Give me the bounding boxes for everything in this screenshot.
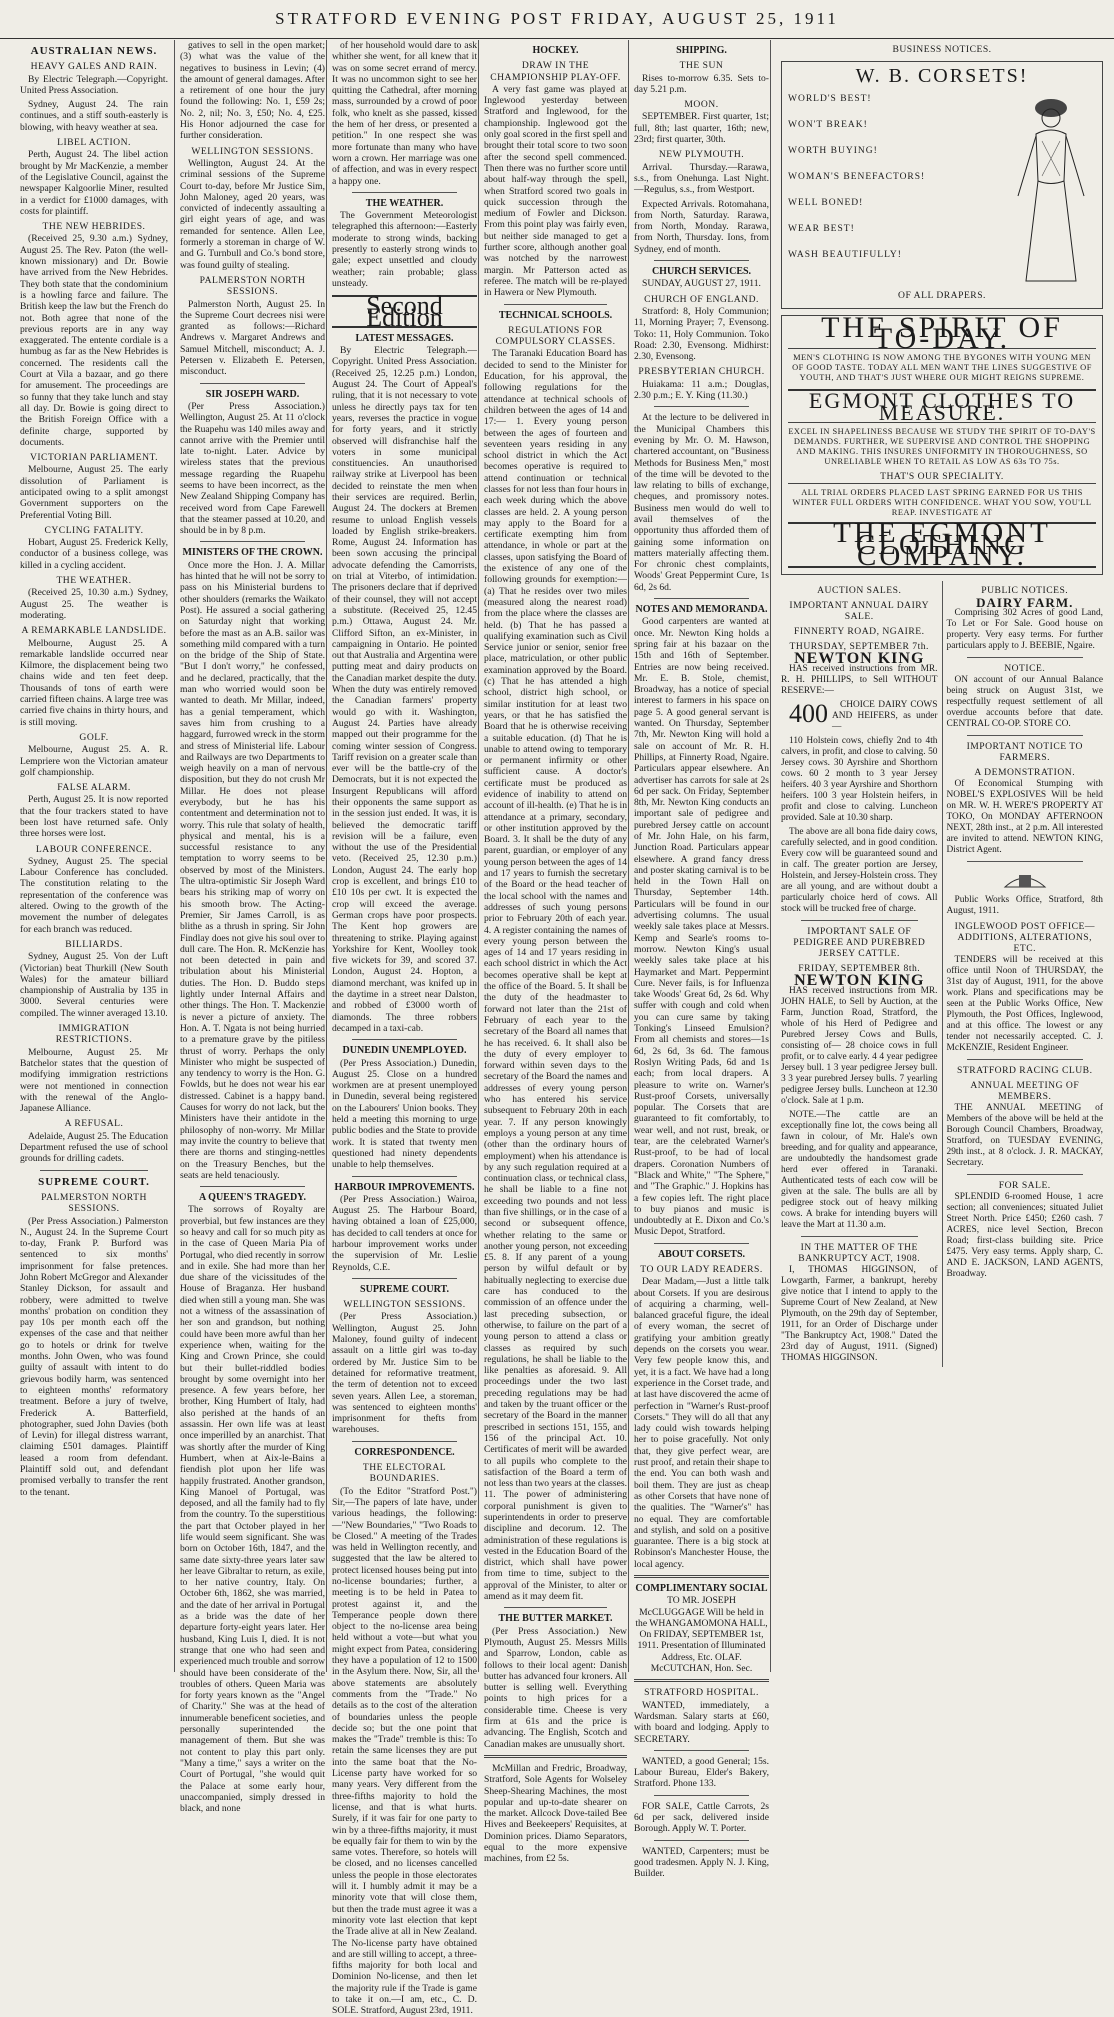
divider bbox=[967, 657, 1084, 658]
article-text: Expected Arrivals. Rotomahana, from North, Saturday. Rarawa, from North, Monday. Rarawa, from North, Thursday. Ions, from Sydney, end of month. bbox=[634, 198, 769, 255]
divider bbox=[654, 1243, 749, 1244]
notice-heading: IMPORTANT NOTICE TO FARMERS. bbox=[966, 741, 1083, 764]
article-text: (Per Press Association.) Palmerston N., August 24. In the Supreme Court to-day, Frank P. Burford was sentenced to six months' imprisonment for false pretences. John Robert McGregor and Alexander Stanley Dickson, for assault and robbery, were admitted to twelve months' probation on condition they pay 10s per month each off the expenses of the case and that neither go to hotels or drink for twelve months. John Owen, who was found guilty of assault with intent to do grievous bodily harm, was sentenced to eighteen months' reformatory treatment. Before a jury of twelve, Frederick A. Batterfield, photographer, sued John Davies (both of Levin) for illegal distress warrant, claiming £501 damages. Plaintiff leased a room from defendant. Plaintiff sold out, and defendant promised verbally to transfer the rent to the tenant. bbox=[20, 1215, 168, 1498]
divider bbox=[654, 1750, 749, 1751]
article-text: Melbourne, August 25. Mr Batchelor states that the question of modifying immigration restrictions were not mentioned in connection with the renewal of the Anglo-Japanese Alliance. bbox=[20, 1046, 168, 1115]
article-text: Sydney, August 25. Von der Luft (Victorian) beat Thurkill (New South Wales) for the amateur billiard championship of Australia by 135 in 3000. Several centuries were compiled. The winner averaged 13.10. bbox=[20, 951, 168, 1019]
advertisement-text: WANTED, a good General; 15s. Labour Bureau, Elder's Bakery, Stratford. Phone 133. bbox=[634, 1755, 769, 1790]
notice-heading: IMPORTANT ANNUAL DAIRY SALE. bbox=[789, 600, 930, 623]
public-notices-column bbox=[942, 581, 1108, 1367]
slogan: WEAR BEST! bbox=[788, 223, 855, 234]
article-text: The Taranaki Education Board has decided to send to the Minister for Education, for his approval, the following regulations for the attendance at technical schools of children between the ages of 14 and 17:— 1. Every young person between the ages of fourteen and seventeen years residing in any school district in which the Act becomes operative is required to attend continuation or technical classes for not less than four hours in each week during which the above classes are held. 2. A young person may apply to the Board for a certificate exempting him from attendance, in whole or part at the classes, upon satisfying the Board of the existence of any one of the following grounds for exemption:— (a) That he resides over two miles (measured along the nearest road) from the place where the classes are held. (b) That he has passed a qualifying examination such as Civil Service junior or senior, senior free place, matriculation, or other public examination approved by the Board. (c) That he has attended a high school, district high school, or similar institution for at least two years, or that he has satisfied the Board that he is otherwise receiving a suitable education. (d) That he is unable to attend owing to temporary or permanent infirmity or other sufficient cause. A doctor's certificate must be produced as evidence of inability to attend on account of ill-health. (e) That he is in attendance at a primary, secondary, or other institution approved by the Board. 3. It shall be the duty of any parent, guardian, or employer of any young person between the ages of 14 and 17 years to furnish the secretary of the Board or the head teacher of the local school with the names and addresses of such young persons prior to February 20th of each year. 4. A register containing the names of every young person between the ages of 14 and 17 years residing in each school district in which the Act becomes operative shall be kept at the office of the Board. 5. It shall be the duty of the headmaster to forward not later than the 21st of February of each year to the secretary of the Board all names that he has received. 6. It shall also be the duty of every employer to forward within seven days to the secretary of the Board the names and addresses of every young person who has entered his service subsequent to February 20th in each year. 7. If any person knowingly employs a young person at any time (other than the ordinary hours of employment) when his attendance is by any such regulation required at a continuation class, or technical class, he shall be liable to a fine not exceeding two pounds and not less than five shillings, or in the case of a second or subsequent offence, whether relating to the same or another young person, not exceeding £5. 8. If any parent of a young person by wilful default or by habitually neglecting to exercise due care has conduced to the commission of an offence under the last preceding subsection, or otherwise, to failure on the part of a young person to attend a class or classes as required by such regulations, he shall be liable to the like penalties as aforesaid. 9. All proceedings under the two last preceding regulations may be had and taken by the truant officer or the secretary of the Board in the manner prescribed in sections 151, 155, and 156 of the principal Act. 10. Certificates of merit will be awarded to all pupils who complete to the satisfaction of the Board a term of not less than two years at the classes. 11. The power of administering corporal punishment is given to superintendents in order to preserve discipline and decorum. 12. The administration of these regulations is vested in the Education Board of the district, which shall have power from time to time, subject to the approval of the Minister, to alter or amend as it may deem fit. bbox=[484, 348, 627, 1603]
auctioneer-name: NEWTON KING bbox=[794, 650, 925, 668]
article-text: (Per Press Association.) Wellington, August 25. At 11 o'clock the Ruapehu was 140 miles away and cannot arrive with the Premier until late to-night. Later. Advice by wireless states that the previous message regarding the Ruapehu seems to have been incorrect, as the New Zealand Shipping Company has received word from Cape Farewell that the steamer passed at 10.20, and should be in by 8 p.m. bbox=[180, 400, 325, 537]
article-heading: NEW PLYMOUTH. bbox=[658, 149, 745, 161]
advertisement-heading: STRATFORD HOSPITAL. bbox=[644, 1687, 759, 1699]
article-text: Melbourne, August 25. The early dissolution of Parliament is anticipated owing to a split amongst Government supporters on the Preferential Voting Bill. bbox=[20, 464, 168, 521]
divider bbox=[352, 1039, 457, 1040]
article-heading: PALMERSTON NORTH SESSIONS. bbox=[41, 1191, 147, 1215]
article-heading: WELLINGTON SESSIONS. bbox=[343, 1299, 466, 1311]
article-text: A very fast game was played at Inglewood yesterday between Stratford and Inglewood, for the championship. Inglewood got the only goal scored in the first spell and brought their total score to two soon after the second spell commenced. Then there was no further score until about half-way through the spell, when Stratford scored two goals in quick succession through the medium of Fowler and Dickson. From this point play was fairly even, but neither side managed to get a further score, although another goal was notched by the narrowest margin. Mr Patterson acted as referee. The match will be re-played in Hawera or New Plymouth. bbox=[484, 83, 627, 299]
divider bbox=[40, 1170, 148, 1171]
corset-slogans bbox=[788, 86, 1006, 286]
second-edition-banner: Second Edition bbox=[332, 295, 477, 328]
article-text: Melbourne, August 25. A remarkable landslide occurred near Kilmore, the displacement being two chains wide and ten feet deep. Thousands of tons of earth were carried fifteen chains. A large tree was carried five chains in thirty hours, and is still moving. bbox=[20, 637, 168, 728]
notice-text: CHOICE DAIRY COWS AND HEIFERS, as under— bbox=[832, 700, 938, 733]
divider bbox=[634, 1575, 769, 1578]
advertisement-footer: OF ALL DRAPERS. bbox=[898, 289, 986, 301]
article-text: (Per Press Association.) Dunedin, August 25. Close on a hundred workmen are at present unemployed in Dunedin, several being registered on the Labourers' Union books. They held a meeting this morning to urge public bodies and the State to provide work. It is stated that twenty men questioned had ninety dependents unable to help themselves. bbox=[332, 1057, 477, 1171]
article-heading: ABOUT CORSETS. bbox=[657, 1248, 746, 1260]
article-heading: SUPREME COURT. bbox=[360, 1283, 449, 1295]
advertisement-title: THE SPIRIT OF TO-DAY. bbox=[821, 310, 1063, 356]
article-text: Sydney, August 25. The special Labour Conference has concluded. The constitution relating to the representation of the conference was altered. Owing to the growth of the movement the number of delegates for each branch was reduced. bbox=[20, 855, 168, 935]
article-heading: CYCLING FATALITY. bbox=[44, 524, 144, 536]
slogan: WORLD'S BEST! bbox=[788, 93, 872, 104]
divider bbox=[967, 1059, 1084, 1060]
article-text: Arrival. Thursday.—Rarawa, s.s., from Onehunga. Last Night.—Regulus, s.s., from Westport. bbox=[634, 161, 769, 196]
article-text: The sorrows of Royalty are proverbial, but few instances are they so heavy and call for so much pity as in the case of Queen Maria Pia of Portugal, who died recently in sorrow and in exile. She had more than her due share of the vicissitudes of the House of Braganza. Her husband died when still a young man. She was not a witness of the assassination of her son and grandson, but nothing could have been more awful than her experience when, waiting for the King and Crown Prince, she could but their bullet-riddled bodies brought by some overnight into her presence. A few years before, her brother, King Humbert of Italy, had also perished at the hands of an assassin. Her own life was at least once imperilled by an anarchist. That was shortly after the murder of King Humbert, when at Aix-le-Bains a fiendish plot upon her life was happily frustrated. Another grandson, King Manoel of Portugal, was deposed, and all the family had to fly from the country. To the superstitious the part that October played in her life would seem significant. She was born on October 16th, 1847, and the same date sixty-three years later saw her leave Gibraltar to return, as exile, to her native country, Italy. On October 6th, 1862, she was married, and the date of her arrival in Portugal as a bride was the date of her departure forty-eight years later. Her husband, King Luis I, died. It is not strange that one who had seen and experienced much trouble and sorrow should have been considerate of the troubles of others. Queen Maria was for forty years known as the "Angel of Charity." She was at the head of innumerable beneficent societies, and personally superintended the management of them. But she was not content to play this part only. "Many a time," says a writer on the Court of Portugal, "she would quit the Palace at some early hour, unaccompanied, simply dressed in black, and none bbox=[180, 1204, 325, 1815]
slogan: WOMAN'S BENEFACTORS! bbox=[788, 171, 926, 182]
article-text: Once more the Hon. J. A. Millar has hinted that he will not be sorry to pass on his Ministerial burdens to other shoulders (remarks the Waikato Post). He assured a social gathering on Saturday night that working before the mast as an A.B. sailor was something mild compared with a turn on the bridge of the Ship of State. "But I don't worry," he confessed, and he declared, practically, that the man who worried would soon be wanted to death. Mr Millar, indeed, has a genial temperament, which saves him from crushing to a haggard, furrowed wreck in the storm and stress of Ministerial life. Labour and Railways are two Departments to weigh heavily on a man of nervous disposition, but they do not crush Mr Millar. He does not please everybody, but he has his contentment and determination not to worry. This rule that solaty of health, physical and mental, his is a successful resistance to any temptation to worry seems to be observed by most of the Ministers. The ultra-optimistic Sir Joseph Ward bears his striking map of worry on his smooth brow. The Acting-Premier, Sir James Carroll, is as blithe as a thrush in spring. Sir John Findlay does not give his soul over to dull care. The Hon. R. McKenzie has not been detected in pain and tribulation about his Ministerial duties. The Hon. D. Buddo steps lightly under Internal Affairs and other things. The Hon. T. Mackenzie is never a picture of anxiety. The Hon. A. T. Ngata is not being hurried to a premature grave by the pitiless thrust of worry. Perhaps the only Minister who might be suspected of any tendency to worry is the Hon. G. Fowlds, but he does not wear his ear distressed. Cabinet is a happy band. Causes for worry do not lack, but the Ministers have their antidote in the philosophy of non-worry. Mr Millar may invite the country to believe that there are thorns and stinging-nettles on the Treasury Benches, but the seats are held tenaciously. bbox=[180, 559, 325, 1181]
notice-heading: INGLEWOOD POST OFFICE—ADDITIONS, ALTERATIONS, ETC. bbox=[954, 921, 1095, 955]
article-text: Adelaide, August 25. The Education Department refused the use of school grounds for drilling cadets. bbox=[20, 1130, 168, 1165]
auctioneer-name: NEWTON KING bbox=[794, 972, 925, 990]
article-text: (Received 25, 9.30 a.m.) Sydney, August 25. The Rev. Paton (the well-known missionary) and Dr. Bowie have arrived from the New Hebrides. They both state that the condominium is a howling farce and failure. The British keep the law but the French do not. Both agree that none of the previous reports are in any way exaggerated. The entente cordiale is a humbug as far as the New Hebrides is concerned. The residents call the Court at Vila a bazaar, and go there for amusement. The proceedings are so funny that they take lunch and stay all day. Dr. Bowie is going direct to the British Foreign Office with a definite charge, supported by documents. bbox=[20, 233, 168, 448]
section-heading: BUSINESS NOTICES. bbox=[892, 44, 992, 55]
column-second-edition bbox=[326, 40, 482, 2017]
divider bbox=[504, 1607, 607, 1608]
divider bbox=[352, 1278, 457, 1279]
notice-heading: NOTICE. bbox=[1004, 663, 1046, 675]
article-text: By Electric Telegraph.—Copyright. United Press Association. (Received 25, 12.25 p.m.) London, August 24. The Court of Appeal's ruling, that it is not necessary to vote unless he directly pays tax for ten years, reverses the practice in vogue for forty years, and it strictly observed will disfranchise half the voters in some municipal constituencies. An unauthorised railway strike at Liverpool has been decided to reinstate the men when their services are required. Berlin, August 24. The dockers at Bremen resume to unload English vessels loaded by English strike-breakers. Rome, August 24. Information has been sown accusing the principal advocate defending the Camorrists, on trial at Viterbo, of intimidation. The prisoners declare that if deprived of their counsel, they will not accept a substitute. (Received 25, 12.45 p.m.) Ottawa, August 24. Mr. Clifford Sifton, an ex-Minister, in campaigning in Ontario. He pointed out that Australia and Argentina were putting meat and dairy products on the Canadian market despite the duty. When the duty was entirely removed the Canadian farmers' property would go with it. Washington, August 24. Parties have already mapped out their programme for the coming winter session of Congress. Tariff revision on a greater scale than ever will be the battle-cry of the Democrats, but it is not expected the Insurgent Republicans will afford their opponents the same support as in the session just ended. It was, it is believed the democratic tariff revision will be a failure, even without the use of the Presidential veto. (Received 25, 12.30 p.m.) London, August 24. The early hop crop is excellent, and brings £10 to £10 10s per cwt. It is expected the crop will exceed the average. German crops have poor prospects. The Kent hop growers are threatening to strike. Playing against Yorkshire for Kent, Woolley took five wickets for 39, and scored 37. London, August 24. Hopton, a diamond merchant, was knifed up in the daytime in a street near Dalston, and robbed of £3000 worth of diamonds. The three robbers decamped in a taxi-cab. bbox=[332, 345, 477, 1034]
divider bbox=[654, 598, 749, 599]
article-text: Sydney, August 24. The rain continues, and a stiff south-easterly is blowing, with heavy weather at sea. bbox=[20, 99, 168, 133]
divider bbox=[504, 304, 607, 305]
notice-heading: FINNERTY ROAD, NGAIRE. bbox=[793, 626, 925, 638]
divider bbox=[484, 1755, 627, 1758]
notice-text: THE ANNUAL MEETING of Members of the above will be held at the Borough Council Chambers, Broadway, Stratford, on TUESDAY EVENING, 29th inst., at 8 o'clock. J. R. MACKAY, Secretary. bbox=[946, 1103, 1103, 1169]
article-heading: CORRESPONDENCE. bbox=[354, 1446, 455, 1458]
article-text: (Per Press Association.) Wellington, August 25. John Maloney, found guilty of indecent assault on a little girl was to-day ordered by Mr. Justice Sim to be detained for reformative treatment, the term of detention not to exceed seven years. Allen Lee, a storeman, was sentenced to eighteen months' imprisonment for thefts from warehouses. bbox=[332, 1311, 477, 1436]
article-heading: VICTORIAN PARLIAMENT. bbox=[29, 452, 159, 464]
notice-heading: IN THE MATTER OF THE BANKRUPTCY ACT, 1908. bbox=[798, 1242, 921, 1265]
article-text: (Per Press Association.) New Plymouth, August 25. Messrs Mills and Sparrow, London, cable as follows to their local agent: Danish butter has advanced four kroners. All butter is selling well. Everything points to high prices for a considerable time. Cheese is very firm at 61s and the price is advancing. The English, Scotch and Canadian makes are unusually short. bbox=[484, 1625, 627, 1750]
article-heading: GOLF. bbox=[79, 731, 109, 743]
column-australian-news bbox=[20, 40, 173, 1672]
article-heading: LIBEL ACTION. bbox=[57, 137, 131, 149]
column-court-news bbox=[174, 40, 330, 1815]
divider bbox=[654, 1840, 749, 1841]
divider bbox=[352, 1176, 457, 1177]
column-business-notices bbox=[770, 40, 1107, 1672]
advertisement-text: McMillan and Fredric, Broadway, Stratford, Sole Agents for Wolseley Sheep-Shearing Machines, the most popular and up-to-date shearer on the market. Allcock Dove-tailed Bee Hives and Beekeepers' Requisites, at Dominion prices. Diamo Separators, equal to the more expensive machines, from £2 5s. bbox=[484, 1762, 627, 1865]
article-text: SEPTEMBER. First quarter, 1st; full, 8th; last quarter, 16th; new, 23rd; first quarter, 30th. bbox=[634, 111, 769, 146]
notices-subcolumns bbox=[777, 581, 1107, 1367]
article-heading: A REMARKABLE LANDSLIDE. bbox=[21, 625, 167, 637]
article-heading: A REFUSAL. bbox=[64, 1118, 124, 1130]
divider bbox=[352, 1441, 457, 1442]
notice-heading: THURSDAY, SEPTEMBER 7th. bbox=[789, 641, 929, 653]
article-text: At the lecture to be delivered in the Municipal Chambers this evening by Mr. O. M. Hawson, chartered accountant, on "Business Methods for Business Men," most of the time will be devoted to the law relating to bills of exchange, cheques, and promissory notes. Business men would do well to avail themselves of the opportunity thus afforded them of gaining some information on matters materially affecting them. For chronic chest complaints, Woods' Great Peppermint Cure, 1s 6d, 2s 6d. bbox=[634, 412, 769, 593]
notice-text: HAS received instructions from MR. R. H. PHILLIPS, to Sell WITHOUT RESERVE:— bbox=[781, 664, 938, 697]
divider bbox=[352, 192, 457, 193]
article-heading: DRAW IN THE CHAMPIONSHIP PLAY-OFF. bbox=[490, 60, 621, 83]
column-shipping-notes bbox=[628, 40, 774, 1880]
article-heading: CHURCH SERVICES. bbox=[651, 266, 752, 278]
auction-sales-column bbox=[777, 581, 942, 1367]
divider bbox=[967, 861, 1084, 862]
advertisement-text: FOR SALE, Cattle Carrots, 2s 6d per sack, delivered inside Borough. Apply W. T. Porter. bbox=[634, 1800, 769, 1835]
article-text: Huiakama: 11 a.m.; Douglas, 2.30 p.m.; E. Y. King (11.30.) bbox=[634, 378, 769, 402]
section-heading: AUSTRALIAN NEWS. bbox=[30, 45, 158, 57]
article-text: SUNDAY, AUGUST 27, 1911. bbox=[642, 278, 761, 290]
article-heading: THE WEATHER. bbox=[56, 575, 132, 587]
divider bbox=[654, 1795, 749, 1796]
article-heading: LATEST MESSAGES. bbox=[355, 332, 454, 344]
advertisement-title: W. B. CORSETS! bbox=[855, 65, 1029, 88]
divider bbox=[801, 1236, 918, 1237]
slogan: WON'T BREAK! bbox=[788, 119, 868, 130]
masthead: STRATFORD EVENING POST FRIDAY, AUGUST 25, 1911 bbox=[0, 0, 1114, 39]
notice-text: The above are all bona fide dairy cows, carefully selected, and in good condition. Every cow will be guaranteed sound and in calf. The greater portion are Jersey, Holstein, and Jersey-Holstein cross. They are all young, and are without doubt a particularly choice herd of cows. All stock will be trucked free of charge. bbox=[781, 827, 938, 915]
notice-text: ON account of our Annual Balance being struck on August 31st, we respectfully request settlement of all overdue accounts before that date. CENTRAL CO-OP. STORE CO. bbox=[946, 675, 1103, 730]
corset-woman-illustration bbox=[1006, 86, 1096, 286]
article-text: Perth, August 25. It is now reported that the four trackers stated to have been lost have returned safe. Only three horses were lost. bbox=[20, 794, 168, 840]
slogan: WASH BEAUTIFULLY! bbox=[788, 249, 902, 260]
article-text: Palmerston North, August 25. In the Supreme Court decrees nisi were granted as follows:—Richard Andrews v. Margaret Andrews and Samuel Mitchell, misconduct; A. J. Petersen v. Elizabeth E. Petersen, misconduct. bbox=[180, 298, 325, 378]
article-heading: LABOUR CONFERENCE. bbox=[35, 843, 153, 855]
article-heading: THE NEW HEBRIDES. bbox=[42, 221, 146, 233]
notice-text: Public Works Office, Stratford, 8th August, 1911. bbox=[946, 895, 1103, 917]
divider bbox=[654, 406, 749, 407]
notice-heading: IMPORTANT SALE OF PEDIGREE AND PUREBRED JERSEY CATTLE. bbox=[793, 926, 926, 960]
advertisement-tagline: THAT'S OUR SPECIALITY. bbox=[880, 471, 1004, 483]
article-heading: WELLINGTON SESSIONS. bbox=[191, 145, 314, 157]
advertisement-company-name: THE EGMONT CLOTHING COMPANY. bbox=[788, 522, 1096, 568]
notice-heading: DAIRY FARM. bbox=[976, 595, 1074, 611]
article-text: Wellington, August 24. At the criminal sessions of the Supreme Court to-day, before Mr Justice Sim, John Maloney, aged 20 years, was convicted of indecently assaulting a girl eight years of age, and was remanded for sentence. Allen Lee, formerly a storeman in charge of W. and G. Turnbull and Co.'s bond store, was found guilty of stealing. bbox=[180, 157, 325, 271]
article-text: Good carpenters are wanted at once. Mr. Newton King holds a spring fair at his bazaar on the 15th and 16th of September. Entries are now being received. Mr. E. B. Stole, chemist, Broadway, has a notice of special interest to farmers in his space on page 5. A good general servant is wanted. On Thursday, September 7th, Mr. Newton King will hold a sale on account of Mr. R. H. Phillips, at Finnerty Road, Ngaire. Particulars appear elsewhere. An advertiser has carrots for sale at 2s 6d per sack. On Friday, September 8th, Mr. Newton King conducts an important sale of pedigree and purebred Jersey cattle on account of Mr. John Hale, on his farm, Junction Road. Particulars appear elsewhere. A grand fancy dress and poster skating carnival is to be held in the Town Hall on Thursday, September 14th. Particulars will be found in our advertising columns. The usual weekly sale takes place at Messrs. Kemp and Searle's rooms to-morrow. Newton King's usual weekly sales take place at his Haymarket and Mart. Peppermint Cure. Never fails, is for Influenza take Woods' Great 6d, 2s 6d. Why suffer with cough and cold when you can cure same by taking Tonking's Linseed Emulsion? From all chemists and stores—1s 6d, 2s 6d, 3s 6d. The famous Roslyn Writing Pads, 6d and 1s each; from local drapers. A pleasure to write on. Warner's Rust-proof Corsets, universally popular. The Corsets that are guaranteed to fit comfortably, to wear well, and not rust, break, or tear, are the celebrated Warner's Rust-proof, to be had of local drapers. Coronation Numbers of "Black and White," "The Sphere," and "The Graphic." J. Hopkins has a few copies left. The right place to buy pianos and music is undoubtedly at E. Dixon and Co.'s Music Depot, Stratford. bbox=[634, 616, 769, 1238]
article-text: (Received 25, 10.30 a.m.) Sydney, August 25. The weather is moderating. bbox=[20, 587, 168, 621]
notice-heading: STRATFORD RACING CLUB. bbox=[957, 1065, 1093, 1077]
article-heading: REGULATIONS FOR COMPULSORY CLASSES. bbox=[495, 324, 616, 348]
notice-text: Of Economical Stumping with NOBEL'S EXPLOSIVES Will be held on MR. W. H. WERE'S PROPERTY AT TOKO, On MONDAY AFTERNOON NEXT, 28th inst., at 2 p.m. All interested are invited to attend. NEWTON KING, District Agent. bbox=[946, 779, 1103, 856]
article-text: Melbourne, August 25. A. R. Lempriere won the Victorian amateur golf championship. bbox=[20, 744, 168, 778]
article-heading: FALSE ALARM. bbox=[57, 782, 131, 794]
article-text: The Government Meteorologist telegraphed this afternoon:—Easterly moderate to strong winds, backing presently to easterly strong winds to gale; expect unsettled and cloudy weather; rain probable; glass unsteady. bbox=[332, 210, 477, 289]
slogan: WORTH BUYING! bbox=[788, 145, 878, 156]
divider bbox=[200, 1186, 305, 1187]
article-text: By Electric Telegraph.—Copyright. United Press Association. bbox=[20, 73, 168, 96]
section-heading: AUCTION SALES. bbox=[817, 585, 902, 597]
advertisement-text: WANTED, immediately, a Wardsman. Salary starts at £60, with board and lodging. Apply to SECRETARY. bbox=[634, 1699, 769, 1745]
article-text: of her household would dare to ask whither she went, for all knew that it was on some secret errand of mercy. It was no uncommon sight to see her quitting the Cathedral, after morning mass, surrounded by a crowd of poor folk, who knelt as she passed, kissed the hem of her dress, or presented a petition." In one respect she was more fortunate than many who have worn a crown. Her marriage was one of affection, and was in every respect a happy one. bbox=[332, 40, 477, 187]
article-heading: TECHNICAL SCHOOLS. bbox=[498, 309, 613, 321]
divider bbox=[654, 260, 749, 261]
divider bbox=[200, 383, 305, 384]
notice-text: 110 Holstein cows, chiefly 2nd to 4th calvers, in profit, and close to calving. 50 Jersey cows. 30 Ayrshire and Shorthorn cows. 60 2 month to 3 year Jersey heifers. 40 3 year Ayrshire and Shorthorn heifers. 100 3 year Holstein heifers, in profit and close to calving. Luncheon provided. Sale at 10.30 sharp. bbox=[781, 736, 938, 824]
section-heading: PUBLIC NOTICES. bbox=[981, 585, 1069, 597]
newspaper-columns bbox=[20, 40, 1103, 2017]
article-heading: THE SUN bbox=[679, 60, 724, 72]
coat-of-arms-icon bbox=[995, 867, 1055, 893]
article-text: gatives to sell in the open market; (3) what was the value of the negatives to business in Levin; (4) the amount of general damages. After a retirement of one hour the jury found the following: No. 1, £59 2s; No. 2, nil; No. 3, £50; No. 4, £25. His Honor adjourned the case for further consideration. bbox=[180, 40, 325, 142]
notice-text: NOTE.—The cattle are an exceptionally fine lot, the cows being all fawn in colour, of Mr. Hale's own breeding, and for quality and appearance, are undoubtedly the handsomest grade herd ever offered in Taranaki. Authenticated tests of each cow will be given at the sale. The bulls are all by pedigree stock out of heavy milking cows. A brake for intending buyers will leave the Mart at 11.30 a.m. bbox=[781, 1110, 938, 1231]
divider bbox=[967, 735, 1084, 736]
notice-text: HAS received instructions from MR. JOHN HALE, to Sell by Auction, at the Farm, Junction Road, Stratford, the whole of his Herd of Pedigree and Purebred Jersey Cows and Bulls, consisting of— 28 choice cows in full profit, or to calve early. 4 4 year pedigree Jersey bull. 1 3 year pedigree Jersey bull. 3 3 year purebred Jersey bulls. 7 yearling pedigree Jersey bulls. Luncheon at 12.30 o'clock. Sale at 1 p.m. bbox=[781, 986, 938, 1107]
advertisement-subtitle: EGMONT CLOTHES TO MEASURE. bbox=[788, 389, 1096, 418]
advertisement-heading: COMPLIMENTARY SOCIAL bbox=[635, 1583, 768, 1594]
cow-count: 400 bbox=[789, 699, 828, 729]
article-text: Rises to-morrow 6.35. Sets to-day 5.21 p.m. bbox=[634, 72, 769, 95]
advertisement-text: ALL TRIAL ORDERS PLACED LAST SPRING EARNED FOR US THIS WINTER FULL ORDERS WITH CONFIDENCE. WHAT YOU SOW, YOU'LL REAP. INVESTIGATE AT bbox=[788, 483, 1096, 518]
notice-text: Comprising 302 Acres of good Land, To Let or For Sale. Good house on property. Very easy terms. For further particulars apply to J. BEEBIE, Ngaire. bbox=[946, 608, 1103, 652]
article-heading: IMMIGRATION RESTRICTIONS. bbox=[55, 1023, 133, 1046]
article-text: (To the Editor "Stratford Post.") Sir,—The papers of late have, under various headings, the following:—"New Boundaries," "Two Roads to be Closed." A meeting of the Trades was held in Wellington recently, and suggested that the law be altered to protect licensed houses being put into no-license boundaries; further, a meeting is to be held in Patea to protest against it, and the Temperance people down there object to the no-license area being held without a vote—but what you might expect from Patea, considering they have a population of 12 to 1500 in the Asylum there. Now, Sir, all the above statements are absolutely comments from the "Trade." No details as to the cost of the alteration of boundaries unless the people decide so; but the one point that makes the "Trade" tremble is this: To retain the same licenses they are put into the same boat that the No-License party have worked for so many years. Very different from the three-fifths majority to hold the license, and that is what hurts. Surely, if it was fair for one party to win by a three-fifths majority, it must be equally fair for them to win by the same votes. Therefore, so hotels will be closed, and no licenses cancelled unless the people in those electorates will it. I humbly admit it may be a minority vote that will close them, but then the trade must agree it was a minority vote last election that kept the Trade alive at all in New Zealand. The No-license party have obtained and are still willing to accept, a three-fifths majority for both local and Dominion No-license, and then let the majority rule if the Trade is game to take it on.—I am, etc., C. D. SOLE. Stratford, August 23rd, 1911. bbox=[332, 1485, 477, 2017]
article-text: Stratford: 8, Holy Communion; 11, Morning Prayer; 7, Evensong. Toko: 11, Holy Communion. Toko Road: 2.30, Evensong. Midhirst: 2.30, Evensong. bbox=[634, 305, 769, 363]
notice-text bbox=[781, 700, 938, 733]
article-heading: PRESBYTERIAN CHURCH. bbox=[638, 366, 765, 378]
divider bbox=[801, 920, 918, 921]
article-heading: MINISTERS OF THE CROWN. bbox=[182, 547, 323, 559]
article-heading: BILLIARDS. bbox=[65, 938, 123, 950]
article-heading: NOTES AND MEMORANDA. bbox=[635, 604, 768, 616]
advertisement-text: MEN'S CLOTHING IS NOW AMONG THE BYGONES WITH YOUNG MEN OF GOOD TASTE. TODAY ALL MEN WANT THE LINES SUGGESTIVE OF YOUTH, AND THAT'S JUST WHERE OUR MIGHT REIGNS SUPREME. bbox=[788, 348, 1096, 383]
notice-text: TENDERS will be received at this office until Noon of THURSDAY, the 31st day of August, 1911, for the above work. Plans and specifications may be seen at the Public Works Office, New Plymouth, the Post Offices, Inglewood, and at this office. The lowest or any tender not necessarily accepted. C. J. McKENZIE, Resident Engineer. bbox=[946, 955, 1103, 1054]
article-text: (Per Press Association.) Wairoa, August 25. The Harbour Board, having obtained a loan of £25,000, has decided to call tenders at once for harbour improvement works under the supervision of Mr. Leslie Reynolds, C.E. bbox=[332, 1193, 477, 1273]
advertisement-text: EXCEL IN SHAPELINESS BECAUSE WE STUDY THE SPIRIT OF TO-DAY'S DEMANDS. FURTHER, WE SUPERVISE AND CONTROL THE SHOPPING AND MAKING. THIS INSURES UNIFORMITY IN THOROUGHNESS, SO UNRELIABLE WHEN TO RETAIL AS LOW AS 63s TO 75s. bbox=[788, 422, 1096, 467]
column-hockey-schools bbox=[478, 40, 632, 1865]
article-heading: CHURCH OF ENGLAND. bbox=[644, 293, 759, 305]
article-heading: HARBOUR IMPROVEMENTS. bbox=[334, 1181, 475, 1193]
notice-heading: ANNUAL MEETING OF MEMBERS. bbox=[970, 1080, 1080, 1103]
notice-heading: FOR SALE. bbox=[998, 1180, 1051, 1192]
article-heading: THE ELECTORAL BOUNDARIES. bbox=[362, 1462, 447, 1485]
notice-text: SPLENDID 6-roomed House, 1 acre section; all conveniences; situated Juliet Street North. Price £450; £260 cash. 7 ACRES, nice level Section, Brecon Road; first-class building site. Price £475. Very easy terms. Apply sharp, C. AND E. JACKSON, LAND AGENTS, Broadway. bbox=[946, 1192, 1103, 1280]
article-heading: SIR JOSEPH WARD. bbox=[205, 388, 300, 400]
article-heading: THE WEATHER. bbox=[365, 197, 444, 209]
article-text: Hobart, August 25. Frederick Kelly, conductor of a business college, was killed in a cycling accident. bbox=[20, 537, 168, 571]
article-heading: TO OUR LADY READERS. bbox=[640, 1263, 763, 1275]
article-heading: SHIPPING. bbox=[676, 45, 727, 56]
article-text: Dear Madam,—Just a little talk about Corsets. If you are desirous of acquiring a charming, well-balanced graceful figure, the ideal of every woman, the secret of gratifying your ambition greatly depends on the corsets you wear. Very few people know this, and yet, it is a fact. We have had a long experience in the Corset trade, and at last have discovered the acme of perfection in "Warner's Rust-proof Corsets." They will do all that any lady could wish towards helping her to poise gracefully. Not only that, they give perfect wear, are rust proof, and retain their shape to the end. You can both wash and boil them. They are just as cheap as other Corsets that have none of the qualities. The "Warner's" has no equal. They are comfortable and stylish, and sold on a positive guarantee. There is a big stock at Robinson's Manchester House, the local agency. bbox=[634, 1276, 769, 1570]
notice-text: I, THOMAS HIGGINSON, of Lowgarth, Farmer, a bankrupt, hereby give notice that I intend to apply to the Supreme Court of New Zealand, at New Plymouth, on the 29th day of September, 1911, for an Order of Discharge under "The Bankruptcy Act, 1908." Dated the 23rd day of August, 1911. (Signed) THOMAS HIGGINSON. bbox=[781, 1265, 938, 1364]
article-heading: MOON. bbox=[684, 99, 719, 111]
advertisement-text: WANTED, Carpenters; must be good tradesmen. Apply N. J. King, Builder. bbox=[634, 1845, 769, 1880]
divider bbox=[200, 541, 305, 542]
notice-heading: FRIDAY, SEPTEMBER 8th. bbox=[798, 963, 921, 975]
article-heading: DUNEDIN UNEMPLOYED. bbox=[342, 1045, 467, 1057]
divider bbox=[967, 1174, 1084, 1175]
article-heading: PALMERSTON NORTH SESSIONS. bbox=[199, 274, 306, 298]
corsets-advertisement bbox=[781, 61, 1103, 309]
notice-heading: A DEMONSTRATION. bbox=[974, 767, 1076, 779]
advertisement-text: TO MR. JOSEPH McCLUGGAGE Will be held in the WHANGAMOMONA HALL, On FRIDAY, SEPTEMBER 1st, 1911. Presentation of Illuminated Address, Etc. OLAF. McCUTCHAN, Hon. Sec. bbox=[635, 1595, 768, 1675]
article-heading: HOCKEY. bbox=[532, 45, 579, 56]
article-text: Perth, August 24. The libel action brought by Mr MacKenzie, a member of the Legislative Council, against the newspaper Kalgoorlie Miner, resulted in a verdict for £1000 damages, with costs for plaintiff. bbox=[20, 149, 168, 217]
section-heading: SUPREME COURT. bbox=[38, 1175, 150, 1188]
egmont-clothing-advertisement bbox=[781, 310, 1103, 575]
article-heading: HEAVY GALES AND RAIN. bbox=[30, 61, 158, 73]
divider bbox=[634, 1679, 769, 1682]
slogan: WELL BONED! bbox=[788, 197, 864, 208]
article-heading: THE BUTTER MARKET. bbox=[498, 1613, 613, 1625]
article-heading: A QUEEN'S TRAGEDY. bbox=[199, 1192, 306, 1204]
